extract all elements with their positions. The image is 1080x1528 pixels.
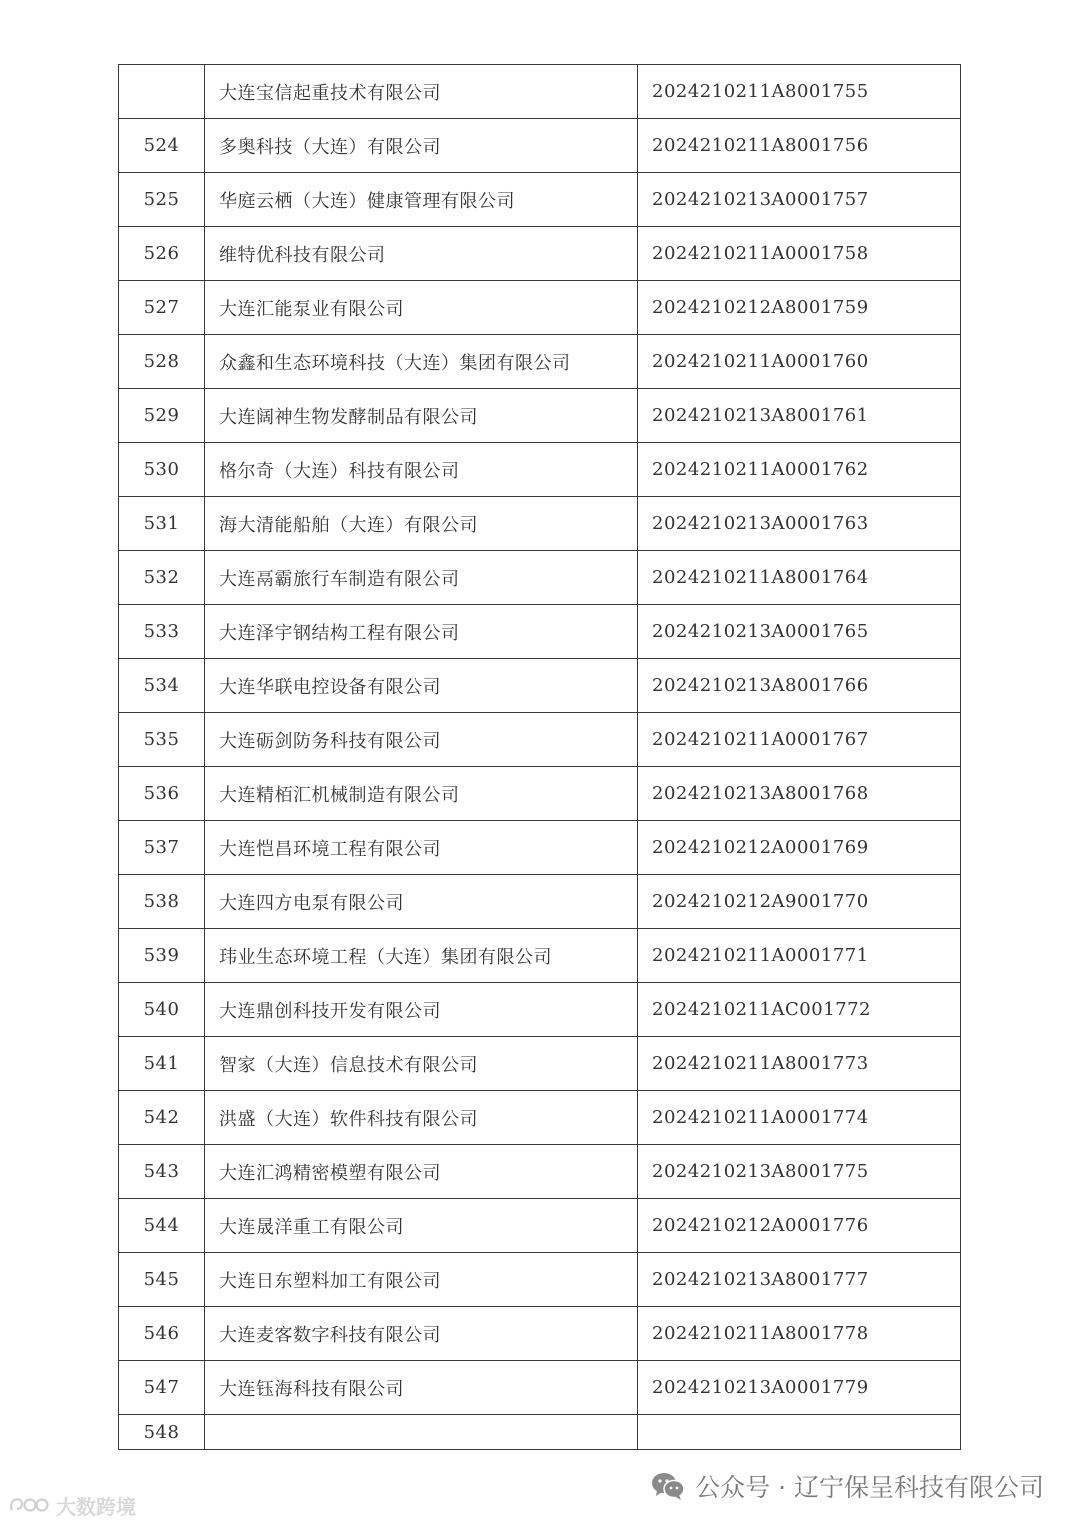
table-row (119, 1145, 961, 1199)
row-number-cell: 529 (119, 389, 205, 443)
row-number-cell: 547 (119, 1361, 205, 1415)
row-number-cell: 538 (119, 875, 205, 929)
row-number-cell: 534 (119, 659, 205, 713)
company-name-cell: 众鑫和生态环境科技（大连）集团有限公司 (205, 335, 638, 389)
row-number-cell: 525 (119, 173, 205, 227)
company-name-cell: 大连华联电控设备有限公司 (205, 659, 638, 713)
registration-code-cell: 2024210213A0001763 (638, 497, 961, 551)
company-name-cell: 维特优科技有限公司 (205, 227, 638, 281)
table-row (119, 983, 961, 1037)
row-number-cell: 533 (119, 605, 205, 659)
company-name-cell: 大连泽宇钢结构工程有限公司 (205, 605, 638, 659)
row-number-cell: 542 (119, 1091, 205, 1145)
company-name-cell: 大连日东塑料加工有限公司 (205, 1253, 638, 1307)
company-name-cell: 格尔奇（大连）科技有限公司 (205, 443, 638, 497)
table-row (119, 1199, 961, 1253)
table-row (119, 443, 961, 497)
registration-code-cell: 2024210213A8001761 (638, 389, 961, 443)
table-row (119, 1415, 961, 1450)
row-number-cell: 535 (119, 713, 205, 767)
company-name-cell: 洪盛（大连）软件科技有限公司 (205, 1091, 638, 1145)
company-name-cell: 大连晟洋重工有限公司 (205, 1199, 638, 1253)
registration-code-cell: 2024210211A0001767 (638, 713, 961, 767)
company-name-cell: 大连精栢汇机械制造有限公司 (205, 767, 638, 821)
watermark (8, 1490, 136, 1520)
company-name-cell: 玮业生态环境工程（大连）集团有限公司 (205, 929, 638, 983)
company-name-cell (205, 1415, 638, 1450)
row-number-cell: 536 (119, 767, 205, 821)
row-number-cell: 526 (119, 227, 205, 281)
registration-code-cell: 2024210212A9001770 (638, 875, 961, 929)
registration-code-cell: 2024210213A0001757 (638, 173, 961, 227)
watermark-text: 大数跨境 (56, 1494, 136, 1519)
table-row (119, 929, 961, 983)
table-row (119, 497, 961, 551)
row-number-cell (119, 65, 205, 119)
registration-code-cell: 2024210211A8001756 (638, 119, 961, 173)
registration-code-cell: 2024210211AC001772 (638, 983, 961, 1037)
wechat-icon (651, 1471, 685, 1501)
table-row (119, 1307, 961, 1361)
table-row (119, 1361, 961, 1415)
registration-code-cell: 2024210212A0001769 (638, 821, 961, 875)
wechat-account-label (651, 1466, 1044, 1506)
table-row (119, 821, 961, 875)
enterprise-registry-table (118, 64, 961, 1450)
row-number-cell: 530 (119, 443, 205, 497)
table-row (119, 767, 961, 821)
company-name-cell: 大连四方电泵有限公司 (205, 875, 638, 929)
row-number-cell: 532 (119, 551, 205, 605)
registration-code-cell: 2024210211A8001773 (638, 1037, 961, 1091)
row-number-cell: 541 (119, 1037, 205, 1091)
table-row (119, 389, 961, 443)
company-name-cell: 大连鼎创科技开发有限公司 (205, 983, 638, 1037)
row-number-cell: 524 (119, 119, 205, 173)
table-row (119, 713, 961, 767)
table-row (119, 281, 961, 335)
company-name-cell: 智家（大连）信息技术有限公司 (205, 1037, 638, 1091)
registration-code-cell: 2024210212A0001776 (638, 1199, 961, 1253)
table-row (119, 551, 961, 605)
registration-code-cell: 2024210213A0001765 (638, 605, 961, 659)
company-name-cell: 大连宝信起重技术有限公司 (205, 65, 638, 119)
row-number-cell: 539 (119, 929, 205, 983)
wechat-account-text: 公众号 · 辽宁保呈科技有限公司 (695, 1473, 1044, 1502)
company-name-cell: 大连砺剑防务科技有限公司 (205, 713, 638, 767)
registration-code-cell: 2024210211A0001774 (638, 1091, 961, 1145)
company-name-cell: 大连恺昌环境工程有限公司 (205, 821, 638, 875)
row-number-cell: 540 (119, 983, 205, 1037)
company-name-cell: 华庭云栖（大连）健康管理有限公司 (205, 173, 638, 227)
row-number-cell: 545 (119, 1253, 205, 1307)
table-row (119, 227, 961, 281)
watermark-logo-icon (8, 1494, 52, 1516)
company-name-cell: 大连鬲霸旅行车制造有限公司 (205, 551, 638, 605)
company-name-cell: 大连汇鸿精密模塑有限公司 (205, 1145, 638, 1199)
company-name-cell: 大连钰海科技有限公司 (205, 1361, 638, 1415)
table-row (119, 1091, 961, 1145)
registration-code-cell (638, 1415, 961, 1450)
company-name-cell: 大连阔神生物发酵制品有限公司 (205, 389, 638, 443)
registration-code-cell: 2024210211A8001764 (638, 551, 961, 605)
row-number-cell: 546 (119, 1307, 205, 1361)
registration-code-cell: 2024210213A8001768 (638, 767, 961, 821)
registration-code-cell: 2024210211A0001771 (638, 929, 961, 983)
registration-code-cell: 2024210211A0001762 (638, 443, 961, 497)
table-row (119, 1037, 961, 1091)
table-row (119, 875, 961, 929)
company-name-cell: 大连汇能泵业有限公司 (205, 281, 638, 335)
registration-code-cell: 2024210211A8001755 (638, 65, 961, 119)
registration-code-cell: 2024210213A8001775 (638, 1145, 961, 1199)
table-row (119, 335, 961, 389)
row-number-cell: 527 (119, 281, 205, 335)
table-body (119, 65, 961, 1450)
table-row (119, 173, 961, 227)
row-number-cell: 531 (119, 497, 205, 551)
registration-code-cell: 2024210211A8001778 (638, 1307, 961, 1361)
table-row (119, 65, 961, 119)
registration-code-cell: 2024210211A0001760 (638, 335, 961, 389)
row-number-cell: 544 (119, 1199, 205, 1253)
company-name-cell: 大连麦客数字科技有限公司 (205, 1307, 638, 1361)
registration-code-cell: 2024210213A0001779 (638, 1361, 961, 1415)
registration-code-cell: 2024210213A8001766 (638, 659, 961, 713)
row-number-cell: 543 (119, 1145, 205, 1199)
company-name-cell: 海大清能船舶（大连）有限公司 (205, 497, 638, 551)
table-row (119, 119, 961, 173)
table-row (119, 605, 961, 659)
row-number-cell: 548 (119, 1415, 205, 1450)
company-name-cell: 多奥科技（大连）有限公司 (205, 119, 638, 173)
registration-code-cell: 2024210213A8001777 (638, 1253, 961, 1307)
registration-code-cell: 2024210211A0001758 (638, 227, 961, 281)
table-row (119, 1253, 961, 1307)
registration-code-cell: 2024210212A8001759 (638, 281, 961, 335)
row-number-cell: 528 (119, 335, 205, 389)
table-row (119, 659, 961, 713)
row-number-cell: 537 (119, 821, 205, 875)
